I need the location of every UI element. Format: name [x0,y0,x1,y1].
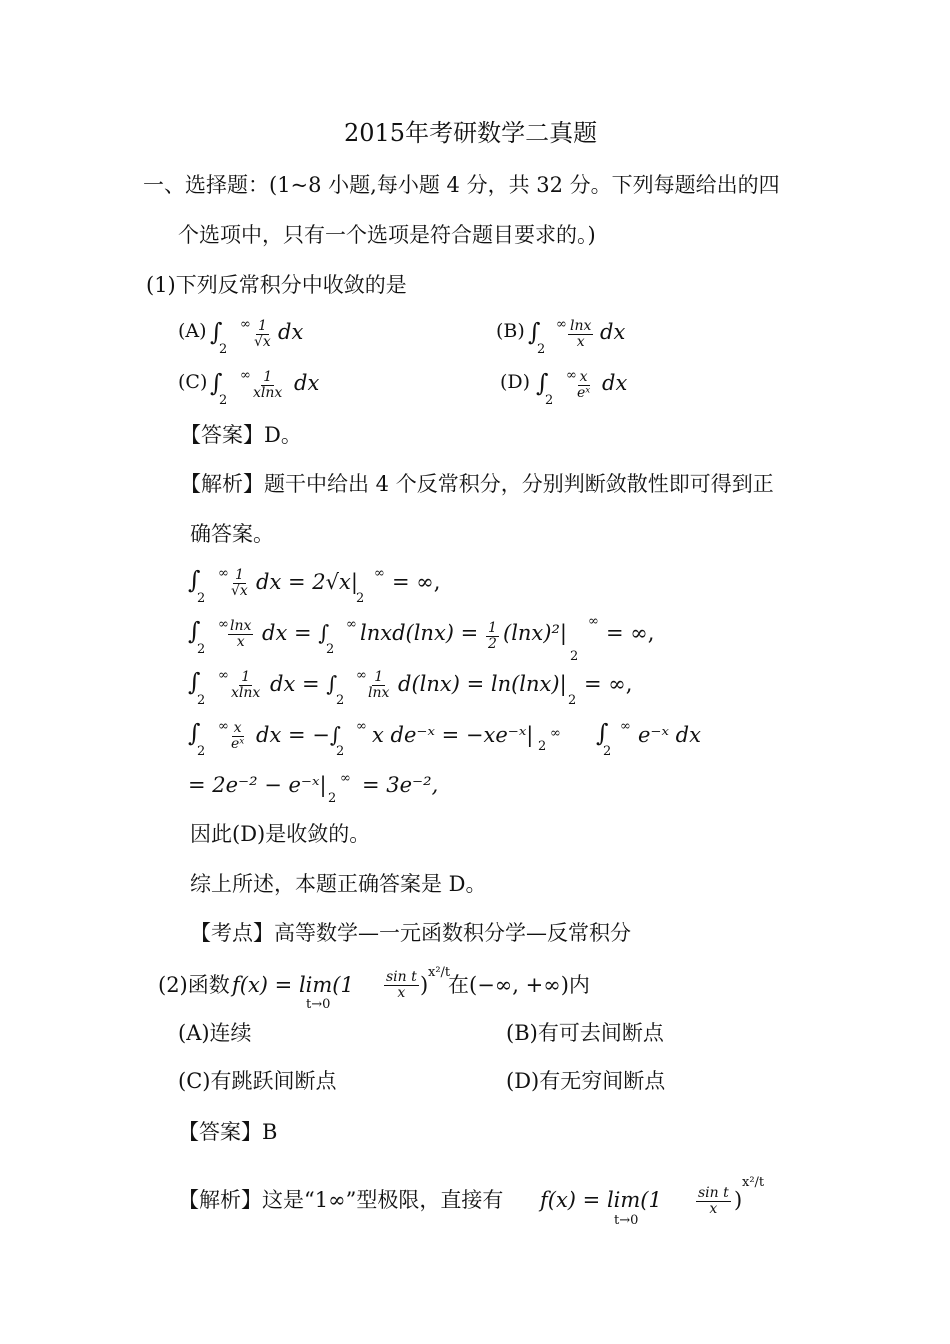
fraction: $\frac{1}{√x}$ [254,318,271,350]
section-heading-line1: 一、选择题：(1~8 小题,每小题 4 分，共 32 分。下列每题给出的四 [143,173,780,197]
page-title: 2015年考研数学二真题 [344,119,598,147]
q2-option-c: (C)有跳跃间断点 [178,1069,337,1093]
q1-kaodian: 【考点】高等数学—一元函数积分学—反常积分 [190,921,631,945]
section-heading-line2: 个选项中，只有一个选项是符合题目要求的。) [178,223,596,247]
fraction: $\frac{x}{\text{eˣ}}$ [577,369,591,401]
q2-option-d: (D)有无穷间断点 [506,1069,666,1093]
q1-analysis-line1: 【解析】题干中给出 4 个反常积分，分别判断敛散性即可得到正 [180,472,774,496]
integral-sign: ∫ [528,318,541,346]
upper-limit: ∞ [240,317,251,332]
fraction: $\frac{\ln x}{x}$ [570,318,592,350]
q1-conclusion: 因此(D)是收敛的。 [190,822,371,846]
q1-answer: 【答案】D。 [180,423,302,447]
integral-sign: ∫ [210,369,223,397]
q1-stem: (1)下列反常积分中收敛的是 [146,273,407,297]
q2-answer: 【答案】B [178,1120,278,1144]
fraction: $\frac{1}{xlnx}$ [253,369,283,401]
integral-sign: ∫ [536,369,549,397]
q1-summary: 综上所述，本题正确答案是 D。 [190,872,487,896]
q1-analysis-line2: 确答案。 [190,522,274,546]
integral-sign: ∫ [210,318,223,346]
q2-option-a: (A)连续 [178,1021,252,1045]
lower-limit: 2 [219,342,228,357]
q2-option-b: (B)有可去间断点 [506,1021,664,1045]
